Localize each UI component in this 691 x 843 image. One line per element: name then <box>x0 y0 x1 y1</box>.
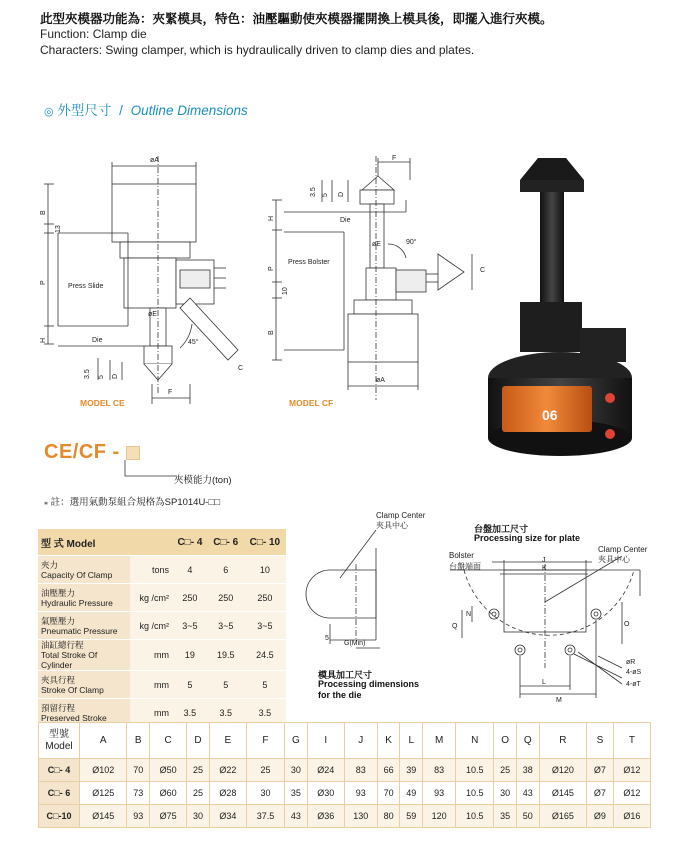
dims-col-header: M <box>423 723 456 759</box>
dim-label: 3.5 <box>84 369 91 379</box>
spec-cell: 24.5 <box>244 640 286 671</box>
capacity-label: 夾模能力(ton) <box>174 475 232 486</box>
section-title-separator: / <box>119 103 123 118</box>
dims-cell: Ø7 <box>587 759 614 782</box>
spec-cell: 19 <box>172 640 208 671</box>
dims-cell: Ø24 <box>307 759 344 782</box>
dims-cell: 37.5 <box>246 805 284 828</box>
dim-label: 13 <box>55 225 62 233</box>
dims-cell: Ø60 <box>150 782 187 805</box>
dims-cell: 30 <box>494 782 517 805</box>
model-cf-label: MODEL CF <box>289 398 334 408</box>
dims-cell: 80 <box>377 805 400 828</box>
dims-cell: Ø125 <box>80 782 127 805</box>
dims-col-header: A <box>80 723 127 759</box>
dims-col-header: T <box>613 723 650 759</box>
die-five-label: 5 <box>325 635 329 642</box>
model-cf-drawing <box>268 150 498 410</box>
section-title <box>44 99 248 119</box>
dims-cell: Ø30 <box>307 782 344 805</box>
dims-cell: 10.5 <box>456 805 494 828</box>
capacity-placeholder-box <box>126 446 140 460</box>
die-processing-title-en2: for the die <box>318 690 362 700</box>
dims-cell: 30 <box>246 782 284 805</box>
dims-col-header: F <box>246 723 284 759</box>
pump-note <box>44 494 220 508</box>
press-slide-label: Press Slide <box>68 283 104 290</box>
press-bolster-label: Press Bolster <box>288 259 330 266</box>
model-ce-drawing <box>40 148 265 413</box>
dims-col-header: G <box>285 723 308 759</box>
die-clamp-center-zh: 夾具中心 <box>376 521 408 530</box>
dim-label: H <box>40 337 47 343</box>
plate-dim-label: O <box>624 621 630 628</box>
dims-cell: 10.5 <box>456 782 494 805</box>
dims-col-header: C <box>150 723 187 759</box>
plate-dim-label: K <box>542 565 547 572</box>
dims-header-en: Model <box>45 740 73 752</box>
dims-cell: Ø50 <box>150 759 187 782</box>
die-clamp-center-en: Clamp Center <box>376 511 426 520</box>
spec-row-en: Stroke Of Clamp <box>41 684 104 695</box>
spec-cell: 5 <box>208 671 244 699</box>
die-label: Die <box>340 217 351 224</box>
dims-cell: 43 <box>285 805 308 828</box>
spec-row-zh: 預留行程 <box>41 702 76 713</box>
dims-row-model: C□- 4 <box>39 759 80 782</box>
spec-header-col: C□- 4 <box>172 529 208 556</box>
spec-row-en: Total Stroke Of Cylinder <box>41 650 98 670</box>
spec-cell: 10 <box>244 556 286 584</box>
spec-header-model: 型 式 Model <box>38 529 172 556</box>
product-badge: 06 <box>542 407 558 423</box>
dims-cell: 30 <box>187 805 210 828</box>
plate-dim-label: øR <box>626 659 636 666</box>
dims-col-header: N <box>456 723 494 759</box>
dims-cell: 35 <box>494 805 517 828</box>
dims-cell: 59 <box>400 805 423 828</box>
dim-label: C <box>238 365 244 372</box>
plate-dim-label: 4-øS <box>626 669 642 676</box>
dims-cell: Ø12 <box>613 782 650 805</box>
spec-cell: 4 <box>172 556 208 584</box>
dim-label: P <box>268 266 275 271</box>
dims-cell: Ø36 <box>307 805 344 828</box>
spec-row-unit: mm <box>130 699 172 727</box>
dims-cell: Ø16 <box>613 805 650 828</box>
header-chinese-description: 此型夾模器功能為：夾緊模具，特色：油壓驅動使夾模器擺開換上模具後，即擺入進行夾模。 <box>40 12 553 26</box>
product-photo <box>480 158 650 458</box>
dims-cell: 49 <box>400 782 423 805</box>
dims-cell: Ø120 <box>539 759 586 782</box>
spec-cell: 5 <box>172 671 208 699</box>
dims-col-header: D <box>187 723 210 759</box>
dims-col-header: L <box>400 723 423 759</box>
dim-label: B <box>268 330 275 335</box>
dims-col-header: Q <box>516 723 539 759</box>
angle-label: 90° <box>406 239 417 246</box>
spec-cell: 3.5 <box>172 699 208 727</box>
spec-row <box>38 556 286 584</box>
dims-cell: Ø145 <box>539 782 586 805</box>
spec-row-unit: kg /cm² <box>130 612 172 640</box>
circle-bullet-icon: ◎ <box>44 106 54 118</box>
dims-cell: Ø75 <box>150 805 187 828</box>
spec-table-header <box>38 529 286 556</box>
dims-cell: 130 <box>344 805 377 828</box>
dim-label: øE <box>148 311 157 318</box>
dims-row <box>39 805 651 828</box>
plate-dim-label: M <box>556 697 562 704</box>
dims-row-model: C□- 6 <box>39 782 80 805</box>
dims-cell: 25 <box>246 759 284 782</box>
plate-title-zh: 台盤加工尺寸 <box>474 524 529 534</box>
dims-cell: 93 <box>127 805 150 828</box>
spec-row-unit: kg /cm² <box>130 584 172 612</box>
dim-label: 5 <box>98 375 105 379</box>
dims-cell: 25 <box>187 759 210 782</box>
dims-cell: Ø7 <box>587 782 614 805</box>
dims-cell: 39 <box>400 759 423 782</box>
dims-cell: 25 <box>187 782 210 805</box>
dims-cell: 50 <box>516 805 539 828</box>
spec-row-en: Preserved Stroke <box>41 712 107 723</box>
plate-clamp-center-zh: 夾具中心 <box>598 555 630 564</box>
dims-cell: Ø145 <box>80 805 127 828</box>
dims-cell: 10.5 <box>456 759 494 782</box>
spec-row-zh: 油壓壓力 <box>41 587 76 598</box>
dims-cell: Ø28 <box>209 782 246 805</box>
dims-cell: 38 <box>516 759 539 782</box>
dim-label: C <box>480 267 486 274</box>
dim-label: øA <box>376 377 385 384</box>
spec-cell: 3.5 <box>244 699 286 727</box>
dim-label: øE <box>372 241 381 248</box>
dim-label: H <box>268 215 275 221</box>
die-label: Die <box>92 337 103 344</box>
dims-col-header: E <box>209 723 246 759</box>
dims-cell: Ø22 <box>209 759 246 782</box>
dims-row <box>39 759 651 782</box>
dims-col-header: O <box>494 723 517 759</box>
spec-cell: 6 <box>208 556 244 584</box>
spec-cell: 250 <box>172 584 208 612</box>
dims-row-model: C□-10 <box>39 805 80 828</box>
dims-col-header: J <box>344 723 377 759</box>
die-processing-title-zh: 模具加工尺寸 <box>318 670 373 680</box>
dims-cell: 25 <box>494 759 517 782</box>
spec-row <box>38 612 286 640</box>
spec-row-en: Capacity Of Clamp <box>41 569 113 580</box>
spec-row <box>38 584 286 612</box>
dim-label: øA <box>150 157 159 164</box>
dims-col-header: B <box>127 723 150 759</box>
bolster-label-zh: 台盤端面 <box>449 562 481 571</box>
spec-cell: 3~5 <box>244 612 286 640</box>
spec-row <box>38 671 286 699</box>
dims-cell: 66 <box>377 759 400 782</box>
dims-cell: Ø102 <box>80 759 127 782</box>
spec-row-zh: 夾力 <box>41 559 59 570</box>
star-icon: ⁎ <box>44 498 48 507</box>
dims-cell: 70 <box>127 759 150 782</box>
dim-label: 10 <box>282 287 289 295</box>
dims-col-header: K <box>377 723 400 759</box>
plate-clamp-center-en: Clamp Center <box>598 545 648 554</box>
spec-cell: 3.5 <box>208 699 244 727</box>
dims-header-zh: 型號 <box>49 728 69 740</box>
spec-row-unit: tons <box>130 556 172 584</box>
spec-row <box>38 640 286 671</box>
pump-note-text: 註：選用氣動泵組合規格為SP1014U-□□ <box>50 497 220 508</box>
g-min-label: G(Min) <box>344 640 366 647</box>
dims-cell: 73 <box>127 782 150 805</box>
dims-col-header: S <box>587 723 614 759</box>
spec-header-col: C□- 6 <box>208 529 244 556</box>
characters-text: Characters: Swing clamper, which is hydraulically driven to clamp dies and plates. <box>40 43 475 57</box>
plate-title-en: Processing size for plate <box>474 533 581 543</box>
spec-row-en: Hydraulic Pressure <box>41 597 113 608</box>
dims-cell: Ø12 <box>613 759 650 782</box>
dims-cell: 30 <box>285 759 308 782</box>
dim-label: 5 <box>322 193 329 197</box>
plate-dim-label: Q <box>452 623 458 630</box>
dim-label: F <box>392 155 397 162</box>
dim-label: F <box>168 389 173 396</box>
dims-cell: 83 <box>344 759 377 782</box>
section-title-zh: 外型尺寸 <box>57 103 112 118</box>
dims-col-header: R <box>539 723 586 759</box>
spec-row-en: Pneumatic Pressure <box>41 625 118 636</box>
spec-row-unit: mm <box>130 671 172 699</box>
dims-cell: 43 <box>516 782 539 805</box>
spec-row-zh: 油缸總行程 <box>41 640 84 650</box>
die-processing-title-en1: Processing dimensions <box>318 679 420 689</box>
spec-cell: 3~5 <box>172 612 208 640</box>
bolster-label-en: Bolster <box>449 551 474 560</box>
spec-row-zh: 夾具行程 <box>41 674 76 685</box>
spec-cell: 250 <box>244 584 286 612</box>
dims-cell: 35 <box>285 782 308 805</box>
spec-cell: 5 <box>244 671 286 699</box>
plate-dim-label: L <box>542 679 546 686</box>
dim-label: P <box>40 280 47 285</box>
spec-table <box>38 529 286 727</box>
spec-cell: 3~5 <box>208 612 244 640</box>
spec-cell: 250 <box>208 584 244 612</box>
dims-cell: Ø34 <box>209 805 246 828</box>
dims-header-model <box>39 723 80 759</box>
angle-label: 45° <box>188 339 199 346</box>
spec-header-col: C□- 10 <box>244 529 286 556</box>
plate-processing-drawing <box>444 556 654 706</box>
die-processing-drawing <box>296 528 416 658</box>
order-code-text: CE/CF - <box>44 441 120 463</box>
dims-cell: Ø9 <box>587 805 614 828</box>
dims-cell: 83 <box>423 759 456 782</box>
dimensions-table <box>38 722 651 828</box>
dim-label: 3.5 <box>310 187 317 197</box>
model-ce-label: MODEL CE <box>80 398 125 408</box>
section-title-en: Outline Dimensions <box>130 103 248 118</box>
dims-table-header <box>39 723 651 759</box>
spec-row-unit: mm <box>130 640 172 671</box>
function-text: Function: Clamp die <box>40 27 147 41</box>
dims-cell: 120 <box>423 805 456 828</box>
dim-label: D <box>338 191 345 197</box>
dim-label: B <box>40 210 47 215</box>
plate-dim-label: 4-øT <box>626 681 641 688</box>
spec-cell: 19.5 <box>208 640 244 671</box>
dims-cell: 93 <box>423 782 456 805</box>
dims-row <box>39 782 651 805</box>
dims-cell: 70 <box>377 782 400 805</box>
plate-dim-label: J <box>542 557 546 564</box>
dim-label: D <box>112 373 119 379</box>
dims-cell: 93 <box>344 782 377 805</box>
dims-col-header: I <box>307 723 344 759</box>
plate-dim-label: N <box>466 611 472 618</box>
dims-cell: Ø165 <box>539 805 586 828</box>
capacity-leader-line <box>121 460 181 480</box>
spec-row-zh: 氣壓壓力 <box>41 615 76 626</box>
